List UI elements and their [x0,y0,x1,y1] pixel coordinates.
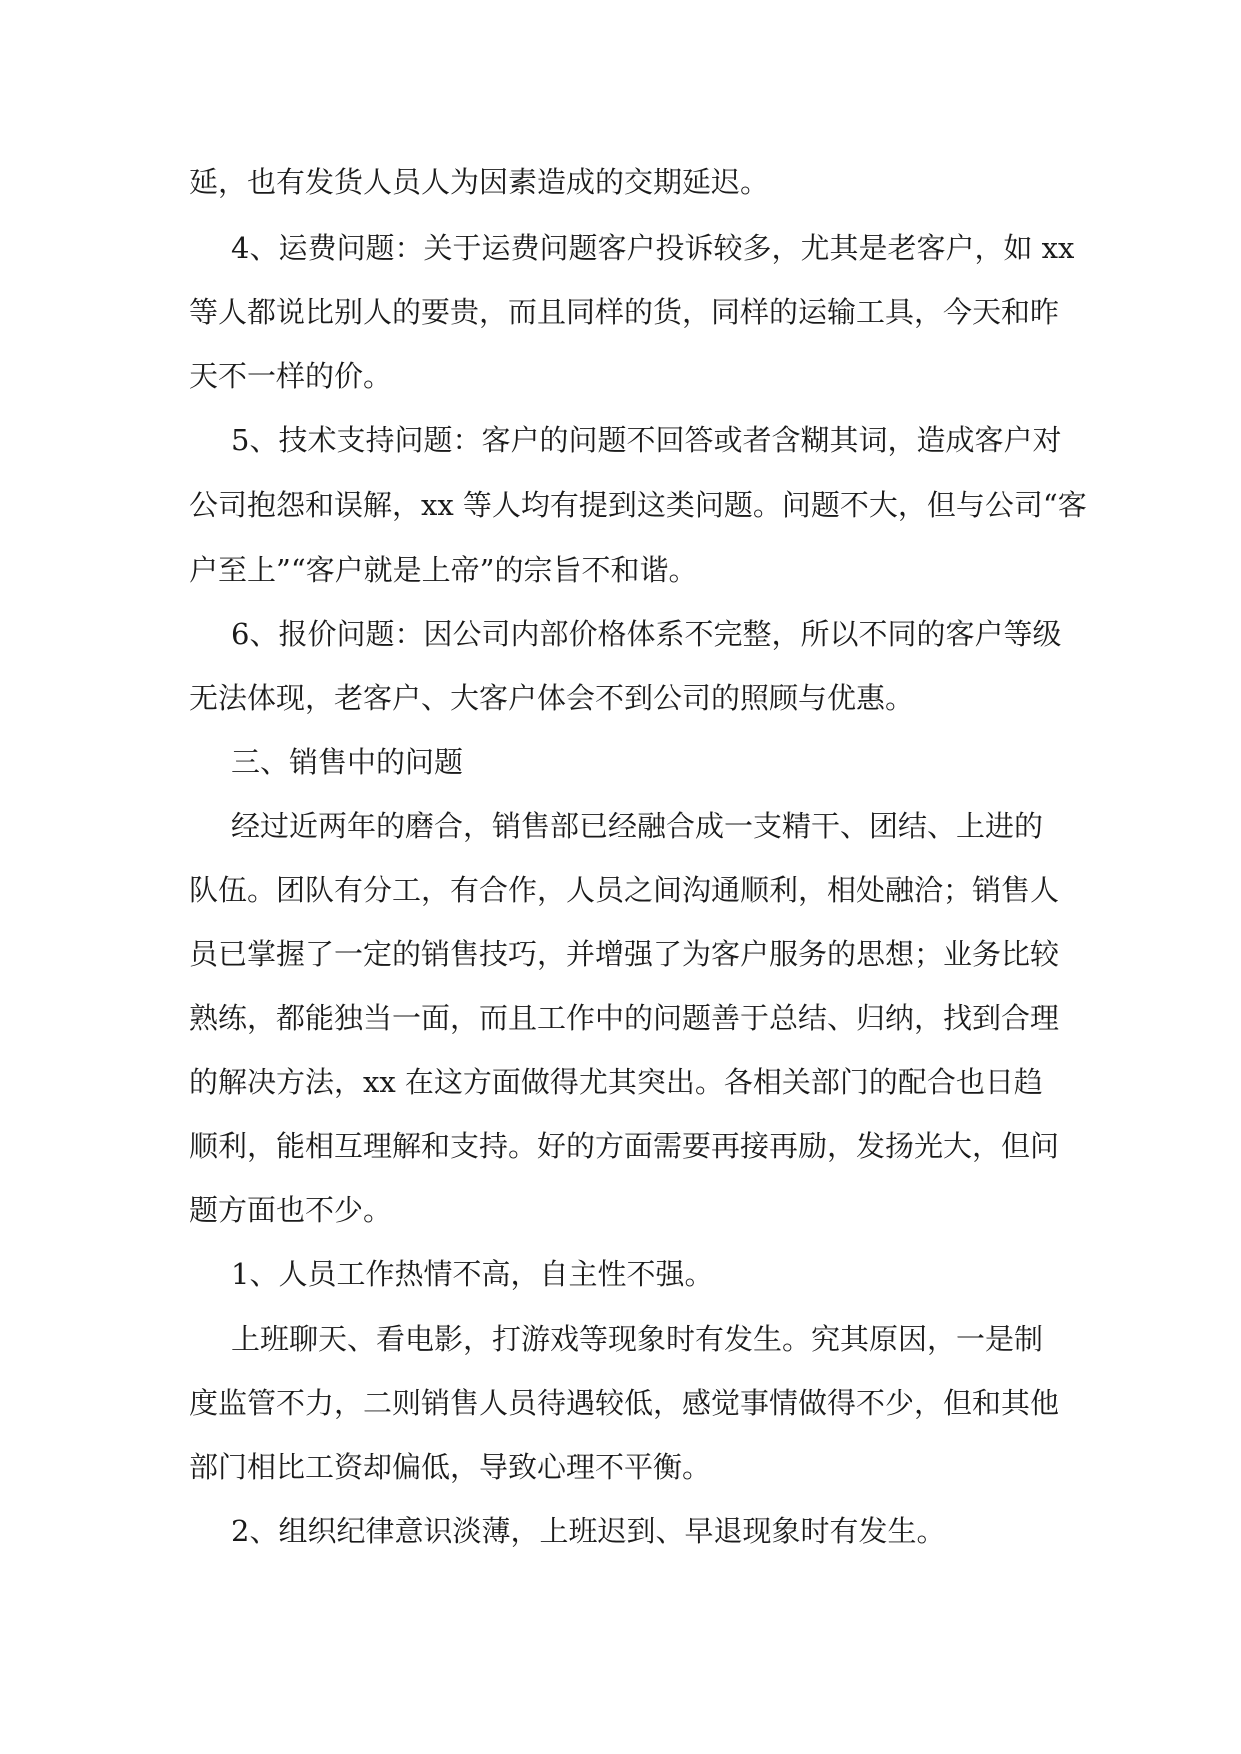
text-line: 题方面也不少。 [189,1193,393,1227]
text-line: 2、组织纪律意识淡薄，上班迟到、早退现象时有发生。 [231,1514,946,1548]
text-line: 天不一样的价。 [189,359,393,393]
text-line: 熟练，都能独当一面，而且工作中的问题善于总结、归纳，找到合理 [189,1001,1060,1035]
text-line: 延，也有发货人员人为因素造成的交期延迟。 [189,165,770,199]
text-line: 户至上”“客户就是上帝”的宗旨不和谐。 [189,553,698,587]
text-line: 上班聊天、看电影，打游戏等现象时有发生。究其原因，一是制 [231,1322,1044,1356]
text-line: 等人都说比别人的要贵，而且同样的货，同样的运输工具，今天和昨 [189,295,1060,329]
text-line: 度监管不力，二则销售人员待遇较低，感觉事情做得不少，但和其他 [189,1386,1060,1420]
text-line: 4、运费问题：关于运费问题客户投诉较多，尤其是老客户，如 xx [231,231,1075,265]
text-line: 公司抱怨和误解，xx 等人均有提到这类问题。问题不大，但与公司“客 [189,488,1087,522]
text-line: 无法体现，老客户、大客户体会不到公司的照顾与优惠。 [189,681,915,715]
text-line: 经过近两年的磨合，销售部已经融合成一支精干、团结、上进的 [231,809,1044,843]
text-line: 部门相比工资却偏低，导致心理不平衡。 [189,1450,712,1484]
text-line: 6、报价问题：因公司内部价格体系不完整，所以不同的客户等级 [231,617,1062,651]
text-line: 员已掌握了一定的销售技巧，并增强了为客户服务的思想；业务比较 [189,937,1060,971]
text-line: 队伍。团队有分工，有合作，人员之间沟通顺利，相处融洽；销售人 [189,873,1060,907]
text-line: 5、技术支持问题：客户的问题不回答或者含糊其词，造成客户对 [231,423,1062,457]
text-line: 的解决方法，xx 在这方面做得尤其突出。各相关部门的配合也日趋 [189,1065,1043,1099]
section-heading: 三、销售中的问题 [231,745,464,779]
text-line: 顺利，能相互理解和支持。好的方面需要再接再励，发扬光大，但问 [189,1129,1060,1163]
text-line: 1、人员工作热情不高，自主性不强。 [231,1257,714,1291]
